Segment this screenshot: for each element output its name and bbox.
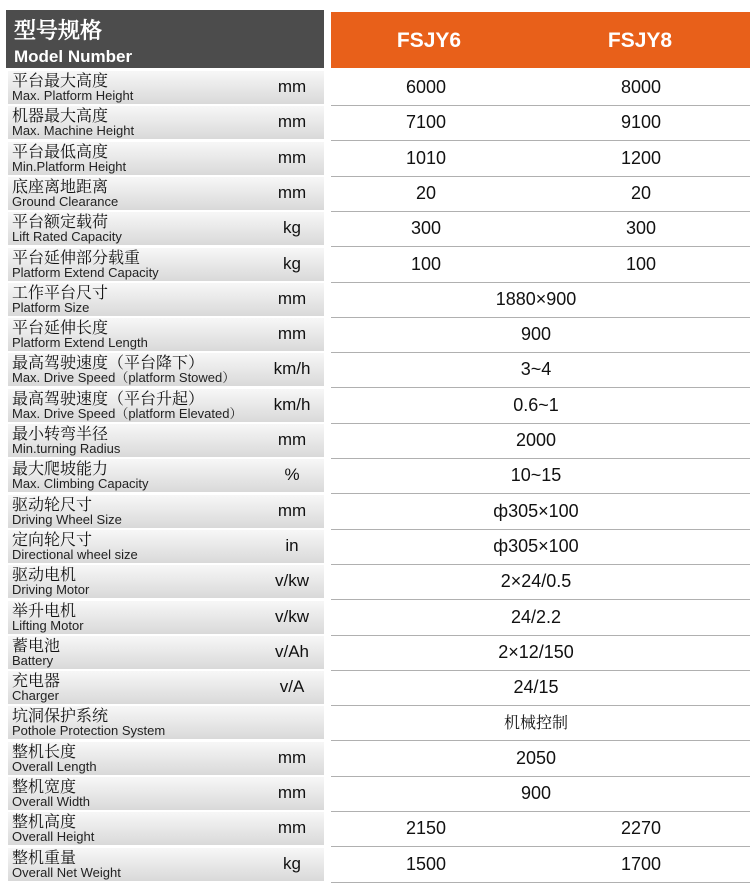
spec-label-cn: 坑洞保护系统 xyxy=(12,706,109,726)
header-label-cn: 型号规格 xyxy=(14,19,103,44)
spec-row xyxy=(0,388,754,423)
spec-value-area xyxy=(331,247,750,283)
spec-label-en: Pothole Protection System xyxy=(12,723,166,739)
spec-row xyxy=(0,352,754,387)
spec-value-area xyxy=(331,600,750,636)
spec-label-en: Max. Drive Speed（platform Stowed） xyxy=(12,370,236,386)
spec-value-shared: 2000 xyxy=(515,430,557,450)
spec-row xyxy=(0,600,754,635)
spec-label-cn: 最高驾驶速度（平台降下） xyxy=(12,353,205,373)
spec-label-en: Battery xyxy=(12,652,54,668)
model-name-2: FSJY8 xyxy=(607,29,673,52)
spec-unit: v/Ah xyxy=(274,641,310,661)
spec-value-shared: 900 xyxy=(520,783,552,803)
spec-row xyxy=(0,317,754,352)
spec-label-en: Driving Wheel Size xyxy=(12,511,122,527)
spec-unit: mm xyxy=(277,147,307,167)
spec-unit: kg xyxy=(283,218,301,238)
spec-row xyxy=(0,811,754,846)
spec-label-cn: 驱动轮尺寸 xyxy=(12,494,93,514)
spec-value-model-2: 2270 xyxy=(620,818,662,839)
spec-row xyxy=(0,282,754,317)
spec-value-shared: 3~4 xyxy=(520,359,552,380)
spec-label-en: Driving Motor xyxy=(12,582,90,598)
spec-label-cn: 最高驾驶速度（平台升起） xyxy=(12,388,205,408)
spec-row xyxy=(0,105,754,140)
spec-value-area xyxy=(331,141,750,177)
spec-label-cn: 驱动电机 xyxy=(12,565,77,585)
spec-value-area xyxy=(331,458,750,494)
spec-value-area xyxy=(331,282,750,318)
spec-value-model-2: 100 xyxy=(625,253,657,274)
spec-value-shared: ф305×100 xyxy=(493,535,579,556)
spec-value-shared: 2050 xyxy=(515,747,557,768)
spec-value-shared: 900 xyxy=(520,324,552,345)
spec-value-model-1: 300 xyxy=(410,218,442,239)
spec-row xyxy=(0,423,754,458)
spec-row xyxy=(0,211,754,246)
spec-unit: mm xyxy=(277,500,307,520)
spec-value-shared: 2×24/0.5 xyxy=(500,571,572,592)
spec-unit: mm xyxy=(277,324,307,344)
spec-row xyxy=(0,776,754,811)
spec-value-model-1: 2150 xyxy=(405,818,447,839)
spec-label-en: Overall Net Weight xyxy=(12,864,121,880)
spec-value-area xyxy=(331,105,750,141)
spec-row xyxy=(0,670,754,705)
spec-label-en: Overall Length xyxy=(12,758,97,774)
spec-label-en: Min.Platform Height xyxy=(12,158,127,174)
spec-unit: v/A xyxy=(279,677,305,697)
spec-unit: mm xyxy=(277,747,307,767)
spec-row xyxy=(0,564,754,599)
spec-value-model-2: 9100 xyxy=(620,112,662,133)
spec-label-cn: 工作平台尺寸 xyxy=(12,282,109,302)
spec-label-cn: 整机长度 xyxy=(12,741,77,761)
spec-label-en: Max. Climbing Capacity xyxy=(12,476,149,492)
spec-value-model-2: 1700 xyxy=(620,853,662,874)
model-number-header xyxy=(6,10,324,68)
spec-label-cn: 定向轮尺寸 xyxy=(12,529,93,549)
spec-label-en: Max. Drive Speed（platform Elevated） xyxy=(12,405,243,421)
spec-label-cell xyxy=(8,706,324,740)
spec-value-area xyxy=(331,211,750,247)
spec-unit: mm xyxy=(277,182,307,202)
spec-label-cn: 举升电机 xyxy=(12,600,77,620)
spec-value-shared: 24/15 xyxy=(513,677,559,698)
spec-unit: % xyxy=(284,465,300,485)
spec-row xyxy=(0,635,754,670)
spec-value-area xyxy=(331,176,750,212)
header-label-en: Model Number xyxy=(14,47,133,66)
spec-unit: km/h xyxy=(273,359,311,379)
spec-value-area xyxy=(331,705,750,741)
spec-row xyxy=(0,70,754,105)
spec-value-model-2: 8000 xyxy=(620,77,662,97)
spec-value-model-1: 100 xyxy=(410,253,442,274)
spec-value-model-1: 7100 xyxy=(405,112,447,133)
spec-label-en: Max. Platform Height xyxy=(12,88,134,103)
spec-row xyxy=(0,176,754,211)
spec-label-cn: 整机高度 xyxy=(12,812,77,832)
spec-label-cn: 充电器 xyxy=(12,671,61,691)
spec-row xyxy=(0,494,754,529)
spec-label-en: Directional wheel size xyxy=(12,546,138,562)
spec-value-area xyxy=(331,776,750,812)
spec-label-en: Platform Extend Length xyxy=(12,335,148,351)
spec-value-area xyxy=(331,741,750,777)
spec-unit: mm xyxy=(277,112,307,132)
spec-label-cn: 平台最低高度 xyxy=(12,141,109,161)
spec-value-shared: 24/2.2 xyxy=(510,606,562,627)
spec-value-model-2: 1200 xyxy=(620,147,662,168)
spec-label-en: Platform Size xyxy=(12,299,90,315)
spec-value-area xyxy=(331,564,750,600)
spec-row xyxy=(0,141,754,176)
spec-value-shared: 1880×900 xyxy=(495,288,577,309)
model-name-1: FSJY6 xyxy=(396,29,462,52)
spec-label-cn: 最大爬坡能力 xyxy=(12,459,109,479)
spec-value-shared: 10~15 xyxy=(510,465,562,486)
spec-unit: mm xyxy=(277,430,307,449)
spec-value-model-1: 1010 xyxy=(405,147,447,168)
spec-unit: mm xyxy=(277,288,307,308)
spec-label-en: Platform Extend Capacity xyxy=(12,264,159,280)
spec-unit: mm xyxy=(277,818,307,838)
spec-value-model-1: 6000 xyxy=(405,77,447,97)
spec-unit: v/kw xyxy=(275,606,309,626)
spec-label-cn: 蓄电池 xyxy=(12,635,61,655)
spec-value-shared: 2×12/150 xyxy=(498,641,574,662)
spec-unit: kg xyxy=(283,853,301,873)
spec-row xyxy=(0,741,754,776)
spec-unit: mm xyxy=(277,783,307,802)
spec-label-cn: 最小转弯半径 xyxy=(12,424,109,443)
spec-label-cn: 平台延伸部分载重 xyxy=(12,247,141,267)
spec-value-area xyxy=(331,317,750,353)
spec-label-en: Overall Width xyxy=(12,794,91,809)
spec-value-area xyxy=(331,352,750,388)
spec-label-en: Charger xyxy=(12,688,59,704)
spec-value-model-1: 1500 xyxy=(405,853,447,874)
spec-value-area xyxy=(331,423,750,459)
spec-row xyxy=(0,705,754,740)
spec-row xyxy=(0,847,754,882)
spec-value-area xyxy=(331,847,750,883)
spec-value-area xyxy=(331,529,750,565)
spec-label-cn: 底座离地距离 xyxy=(12,176,109,196)
spec-value-area xyxy=(331,70,750,106)
spec-value-model-2: 300 xyxy=(625,218,657,239)
spec-unit: km/h xyxy=(273,394,311,414)
spec-value-area xyxy=(331,635,750,671)
spec-unit: in xyxy=(285,535,299,555)
spec-value-model-2: 20 xyxy=(630,182,652,203)
spec-label-cn: 整机重量 xyxy=(12,847,77,867)
spec-value-area xyxy=(331,670,750,706)
spec-value-area xyxy=(331,811,750,847)
model-columns-header xyxy=(331,12,750,68)
spec-value-shared: 0.6~1 xyxy=(513,394,559,415)
spec-value-shared: 机械控制 xyxy=(503,713,568,733)
spec-unit: mm xyxy=(277,77,307,96)
spec-label-en: Lift Rated Capacity xyxy=(12,229,122,245)
spec-value-model-1: 20 xyxy=(415,182,437,203)
spec-label-cn: 平台最大高度 xyxy=(12,71,109,90)
spec-unit: v/kw xyxy=(275,571,309,591)
spec-value-shared: ф305×100 xyxy=(493,500,579,521)
spec-label-en: Lifting Motor xyxy=(12,617,84,633)
spec-label-cn: 整机宽度 xyxy=(12,777,77,796)
spec-label-cn: 平台额定载荷 xyxy=(12,212,109,232)
spec-label-en: Min.turning Radius xyxy=(12,441,121,456)
spec-row xyxy=(0,458,754,493)
spec-value-area xyxy=(331,388,750,424)
spec-label-cn: 平台延伸长度 xyxy=(12,318,109,338)
spec-label-cn: 机器最大高度 xyxy=(12,106,109,126)
spec-value-area xyxy=(331,494,750,530)
spec-label-en: Ground Clearance xyxy=(12,193,119,209)
spec-row xyxy=(0,529,754,564)
spec-unit: kg xyxy=(283,253,301,273)
spec-row xyxy=(0,247,754,282)
spec-label-en: Overall Height xyxy=(12,829,95,845)
spec-label-en: Max. Machine Height xyxy=(12,123,135,139)
